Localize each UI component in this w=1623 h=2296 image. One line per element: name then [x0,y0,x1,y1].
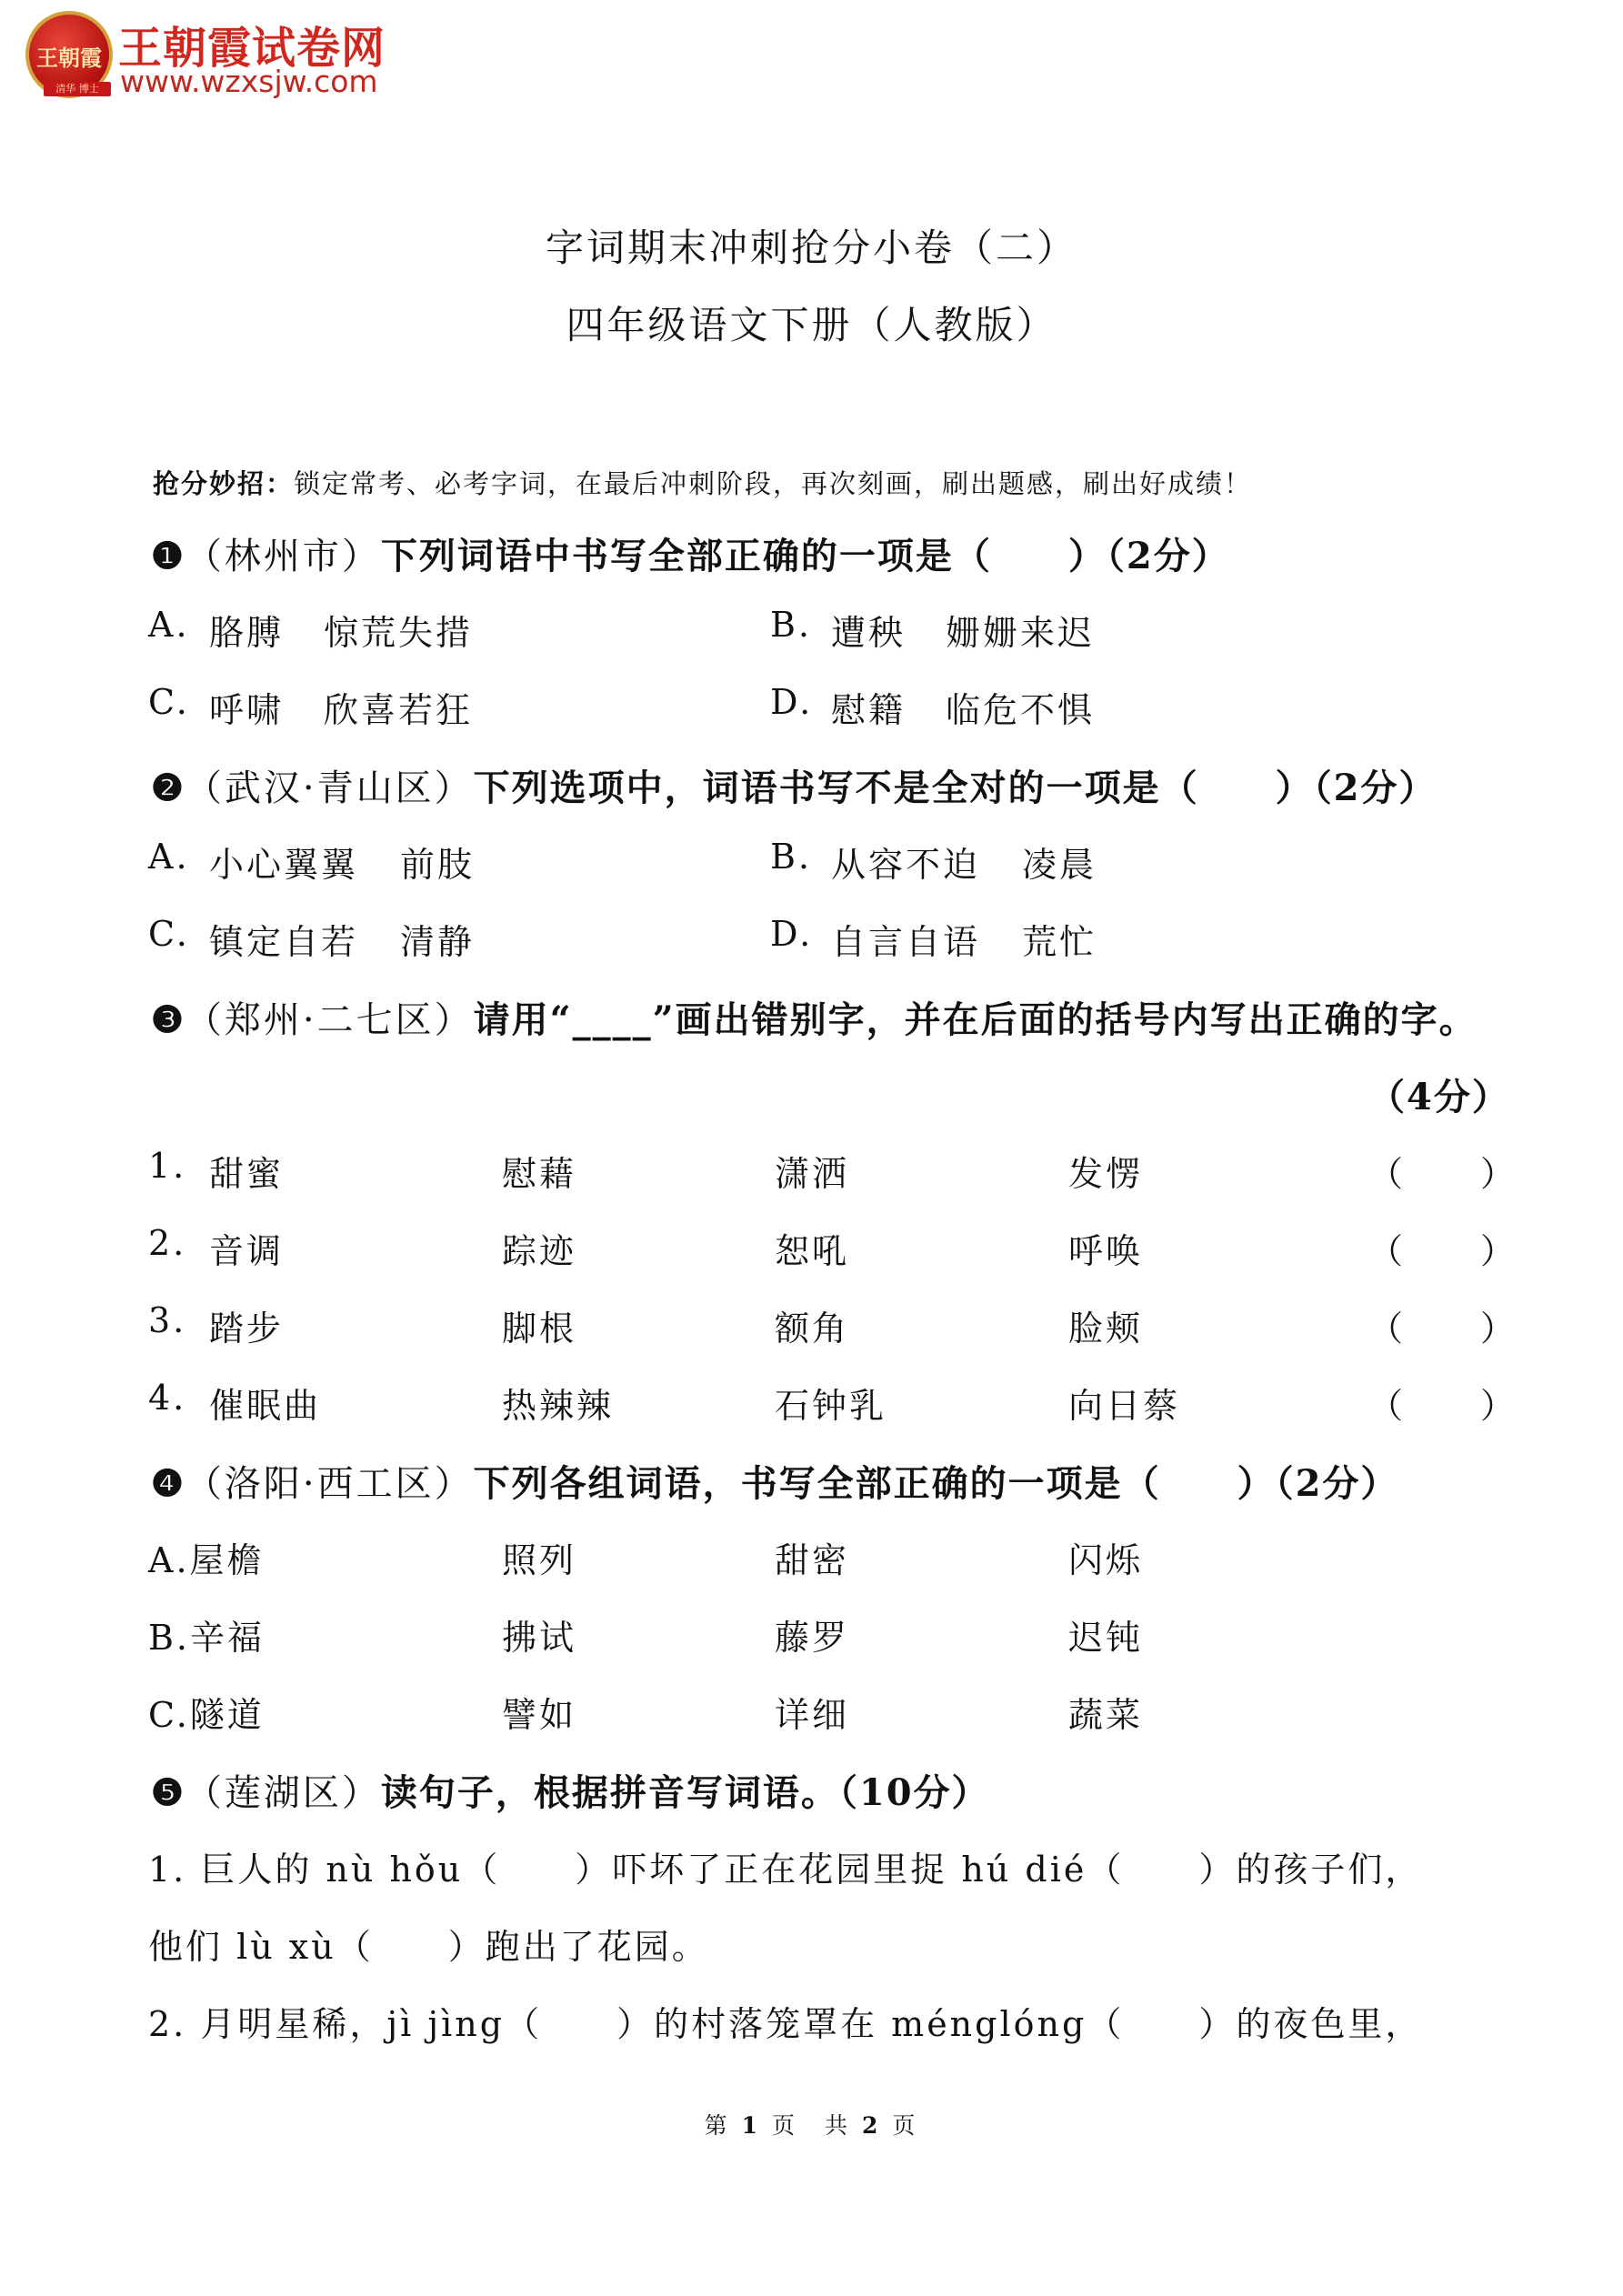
question-4 [151,1455,1398,1507]
word-cell: 照列 [502,1540,577,1580]
word-cell: 催眠曲 [209,1386,322,1426]
option-b-word1: 遭秧 [831,613,907,653]
word-cell: 热辣辣 [502,1386,615,1426]
question-2 [151,759,1437,811]
page-footer [0,2108,1623,2141]
word-cell: 呼唤 [1068,1231,1144,1271]
word-cell: 慰藉 [502,1154,577,1194]
sentence-line: 1. 巨人的 nù hǒu（ ）吓坏了正在花园里捉 hú dié（ ）的孩子们， [148,1850,1423,1890]
answer-parens[interactable]: （ ） [1368,1308,1518,1349]
row-number: 4. [148,1378,187,1418]
tip-label: 抢分妙招： [153,468,295,499]
word-cell: 向日蔡 [1068,1386,1181,1426]
option-d-word1: 自言自语 [831,922,981,962]
question-stem: 请用“____”画出错别字，并在后面的括号内写出正确的字。 [473,998,1478,1041]
page-number: 1 [741,2112,762,2139]
word-cell: 潇洒 [775,1154,850,1194]
question-stem: 下列选项中，词语书写不是全对的一项是（ ）（2分） [473,767,1438,809]
question-score: （4分） [1368,1076,1510,1118]
question-stem: 下列各组词语，书写全部正确的一项是（ ）（2分） [473,1462,1399,1505]
option-a-word2: 惊荒失措 [324,613,474,653]
logo-ribbon-text: 清华 博士 [55,83,99,95]
footer-mid: 页 共 [771,2112,851,2139]
option-c-word1: 呼啸 [209,690,285,730]
word-cell: 石钟乳 [775,1386,887,1426]
logo-ribbon [44,82,111,96]
question-source: （莲湖区） [185,1772,381,1814]
question-number: ❺ [151,1771,185,1814]
word-cell: 详细 [775,1695,850,1735]
option-d-word2: 荒忙 [1022,922,1097,962]
question-source: （武汉·青山区） [185,767,474,809]
option-c-word2: 欣喜若狂 [324,690,474,730]
tip [153,464,1252,501]
word-cell: 闪烁 [1068,1540,1144,1580]
row-number: 2. [148,1223,187,1263]
row-number: 1. [148,1146,187,1186]
word-cell: 甜密 [775,1540,850,1580]
option-b-word1: 从容不迫 [831,845,981,885]
option-d-word2: 临危不惧 [946,690,1096,730]
logo-name: 王朝霞试卷网 [118,23,386,74]
answer-parens[interactable]: （ ） [1368,1386,1518,1426]
page-title: 字词期末冲刺抢分小卷（二） [545,226,1077,270]
option-b: B.辛福 [148,1618,265,1658]
option-b-word2: 凌晨 [1022,845,1097,885]
question-number: ❶ [151,535,185,577]
footer-post: 页 [892,2112,919,2139]
answer-parens[interactable]: （ ） [1368,1231,1518,1271]
word-cell: 踏步 [209,1308,285,1349]
option-b-label: B. [770,837,813,877]
option-a-word1: 胳膊 [209,613,285,653]
question-source: （郑州·二七区） [185,999,474,1041]
question-number: ❸ [151,998,185,1041]
option-a-word2: 前肢 [400,845,476,885]
word-cell: 蔬菜 [1068,1695,1144,1735]
option-c-word1: 镇定自若 [209,922,359,962]
option-c-word2: 清静 [400,922,476,962]
option-a-word1: 小心翼翼 [209,845,359,885]
option-b-label: B. [770,605,813,645]
row-number: 3. [148,1300,187,1340]
tip-text: 锁定常考、必考字词，在最后冲刺阶段，再次刻画，刷出题感，刷出好成绩！ [294,468,1253,499]
option-d-label: D. [770,914,814,954]
question-stem: 读句子，根据拼音写词语。（10分） [380,1771,990,1814]
question-source: （林州市） [185,536,381,577]
question-3 [151,991,1478,1043]
word-cell: 迟钝 [1068,1618,1144,1658]
page-total: 2 [861,2112,882,2139]
question-number: ❷ [151,767,185,809]
option-d-label: D. [770,682,814,722]
option-c-label: C. [148,914,190,954]
option-a-label: A. [148,605,190,645]
question-source: （洛阳·西工区） [185,1463,474,1505]
word-cell: 踪迹 [502,1231,577,1271]
question-5 [151,1764,990,1816]
question-1 [151,527,1230,579]
sentence-line: 他们 lù xù（ ）跑出了花园。 [148,1927,709,1967]
option-d-word1: 慰籍 [831,690,907,730]
word-cell: 拂试 [502,1618,577,1658]
option-a: A.屋檐 [148,1540,265,1580]
option-c: C.隧道 [148,1695,265,1735]
page-subtitle: 四年级语文下册（人教版） [566,303,1057,347]
footer-pre: 第 [704,2112,731,2139]
option-b-word2: 姗姗来迟 [946,613,1096,653]
word-cell: 脚根 [502,1308,577,1349]
word-cell: 脸颊 [1068,1308,1144,1349]
question-stem: 下列词语中书写全部正确的一项是（ ）（2分） [380,535,1230,577]
word-cell: 额角 [775,1308,850,1349]
word-cell: 譬如 [502,1695,577,1735]
logo-seal-text: 王朝霞 [36,45,102,71]
word-cell: 音调 [209,1231,285,1271]
word-cell: 藤罗 [775,1618,850,1658]
word-cell: 甜蜜 [209,1154,285,1194]
word-cell: 恕吼 [775,1231,850,1271]
word-cell: 发愣 [1068,1154,1144,1194]
logo-url[interactable]: www.wzxsjw.com [120,64,378,99]
option-a-label: A. [148,837,190,877]
option-c-label: C. [148,682,190,722]
answer-parens[interactable]: （ ） [1368,1154,1518,1194]
question-number: ❹ [151,1462,185,1505]
sentence-line: 2. 月明星稀，jì jìng（ ）的村落笼罩在 ménglóng（ ）的夜色里， [148,2004,1423,2044]
